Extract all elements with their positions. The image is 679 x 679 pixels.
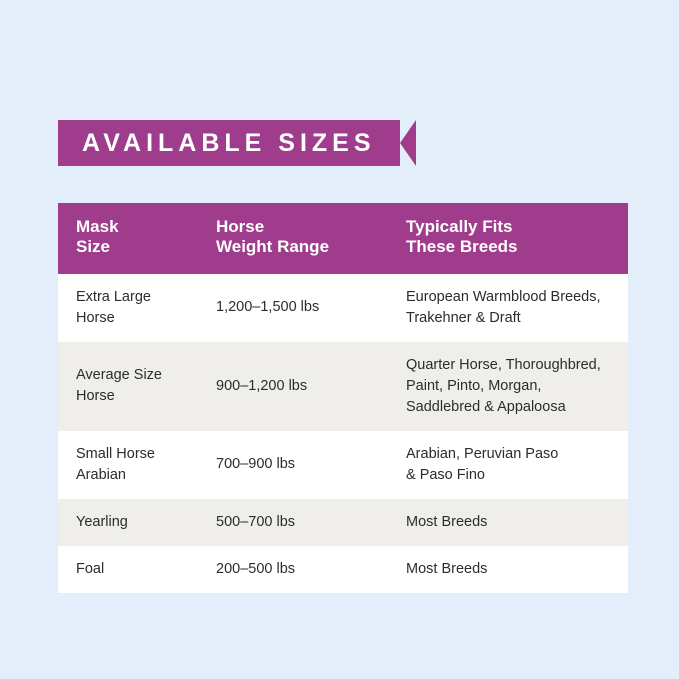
banner-shape bbox=[58, 120, 416, 166]
banner-notch-icon bbox=[400, 120, 416, 166]
cell-line-1: Arabian, Peruvian Paso bbox=[406, 445, 559, 462]
cell-line-1: European Warmblood Breeds, bbox=[406, 288, 601, 305]
column-header-mask-size bbox=[58, 203, 198, 274]
cell-breeds bbox=[388, 431, 628, 499]
column-header-horse-weight-range bbox=[198, 203, 388, 274]
table-row bbox=[58, 546, 628, 593]
column-header-line-1: Horse bbox=[216, 217, 265, 236]
cell-breeds: Most Breeds bbox=[388, 499, 628, 546]
cell-line-2: Horse bbox=[76, 388, 115, 405]
cell-line-1: Extra Large bbox=[76, 288, 151, 305]
column-header-typically-fits-breeds bbox=[388, 203, 628, 274]
cell-mask-size: Foal bbox=[58, 546, 198, 593]
table-body bbox=[58, 274, 628, 593]
cell-mask-size bbox=[58, 431, 198, 499]
column-header-line-2: Size bbox=[76, 237, 111, 257]
table-row bbox=[58, 342, 628, 431]
cell-line-3: Saddlebred & Appaloosa bbox=[406, 398, 566, 415]
cell-weight-range: 500–700 lbs bbox=[198, 499, 388, 546]
cell-line-2: Paint, Pinto, Morgan, bbox=[406, 377, 542, 394]
cell-breeds bbox=[388, 274, 628, 342]
cell-weight-range: 1,200–1,500 lbs bbox=[198, 274, 388, 342]
table-header bbox=[58, 203, 628, 274]
column-header-line-1: Mask bbox=[76, 217, 119, 236]
cell-line-2: Trakehner & Draft bbox=[406, 309, 521, 326]
cell-mask-size bbox=[58, 274, 198, 342]
cell-line-1: Average Size bbox=[76, 367, 162, 384]
cell-line-1: Small Horse bbox=[76, 445, 155, 462]
cell-breeds bbox=[388, 342, 628, 431]
table-row bbox=[58, 499, 628, 546]
sizes-table bbox=[58, 203, 628, 593]
available-sizes-banner bbox=[58, 120, 416, 166]
column-header-line-2: Weight Range bbox=[216, 237, 330, 257]
cell-line-2: Arabian bbox=[76, 466, 126, 483]
cell-weight-range: 200–500 lbs bbox=[198, 546, 388, 593]
banner-title: AVAILABLE SIZES bbox=[82, 129, 376, 157]
cell-line-2: Horse bbox=[76, 309, 115, 326]
cell-mask-size: Yearling bbox=[58, 499, 198, 546]
cell-breeds: Most Breeds bbox=[388, 546, 628, 593]
table-row bbox=[58, 431, 628, 499]
table-header-row bbox=[58, 203, 628, 274]
cell-line-2: & Paso Fino bbox=[406, 466, 485, 483]
table-row bbox=[58, 274, 628, 342]
column-header-line-2: These Breeds bbox=[406, 237, 518, 257]
cell-weight-range: 700–900 lbs bbox=[198, 431, 388, 499]
column-header-line-1: Typically Fits bbox=[406, 217, 513, 236]
cell-mask-size bbox=[58, 342, 198, 431]
cell-line-1: Quarter Horse, Thoroughbred, bbox=[406, 356, 601, 373]
cell-weight-range: 900–1,200 lbs bbox=[198, 342, 388, 431]
